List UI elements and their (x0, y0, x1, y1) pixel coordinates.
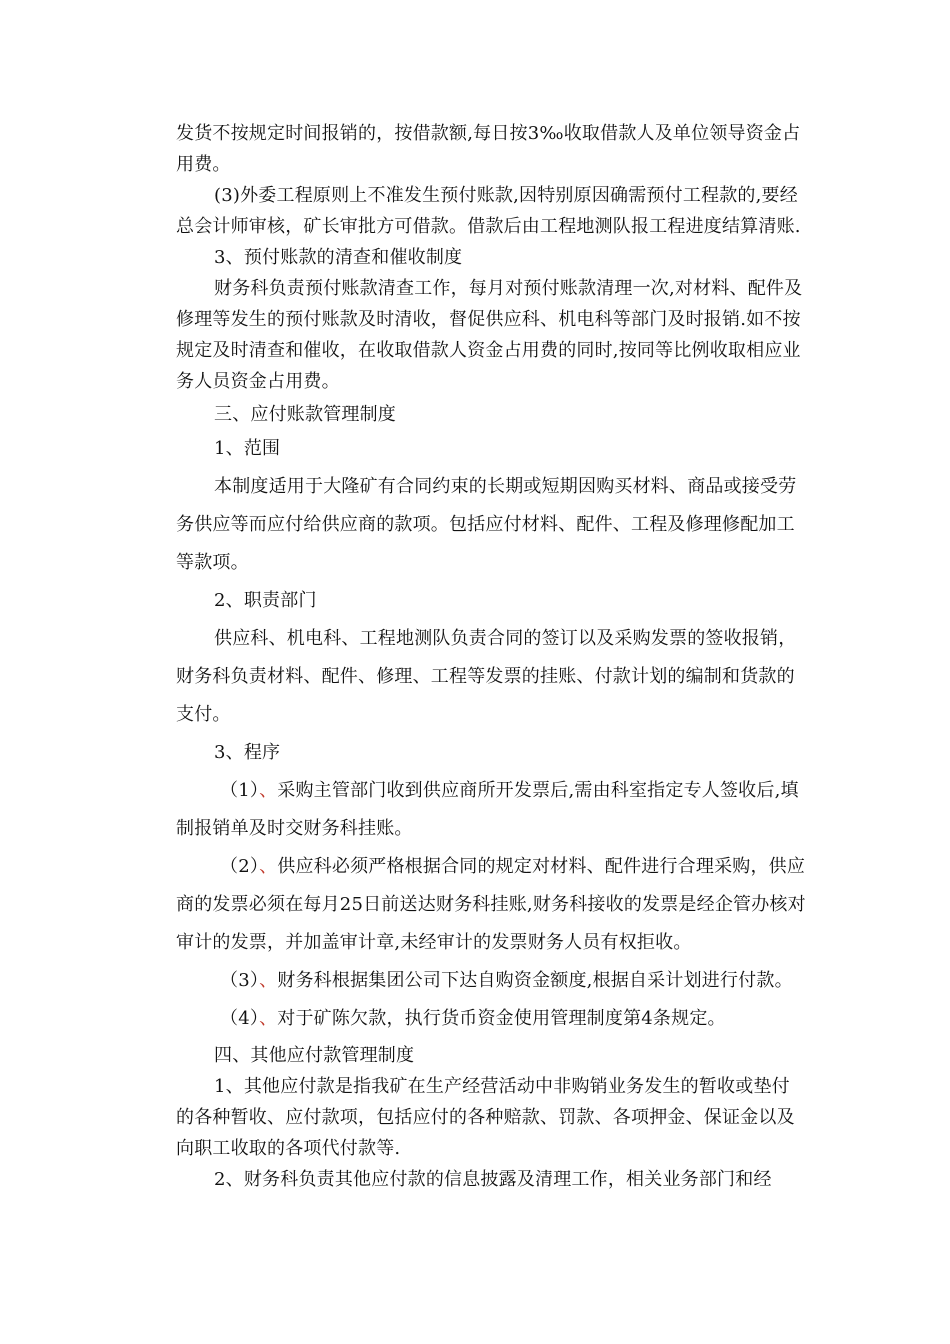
paragraph-16: 1、其他应付款是指我矿在生产经营活动中非购销业务发生的暂收或垫付的各种暂收、应付款项，包括应付的各种赔款、罚款、各项押金、保证金以及向职工收取的各项代付款等. (176, 1076, 795, 1159)
paragraph-17: 2、财务科负责其他应付款的信息披露及清理工作，相关业务部门和经 (214, 1169, 772, 1190)
heading-departments: 2、职责部门 (214, 590, 317, 611)
procedure-item-1 (176, 772, 806, 848)
item-text: 采购主管部门收到供应商所开发票后,需由科室指定专人签收后,填制报销单及时交财务科挂账。 (176, 780, 799, 839)
paragraph-4: 财务科负责预付账款清查工作，每月对预付账款清理一次,对材料、配件及修理等发生的预付账款及时清收，督促供应科、机电科等部门及时报销.如不按规定及时清查和催收，在收取借款人资金占用费的同时,按同等比例收取相应业务人员资金占用费。 (176, 278, 803, 392)
heading-payables: 三、应付账款管理制度 (214, 404, 396, 425)
procedure-item-2 (176, 848, 806, 962)
heading-other-payables: 四、其他应付款管理制度 (214, 1045, 415, 1066)
paragraph-9: 供应科、机电科、工程地测队负责合同的签订以及采购发票的签收报销，财务科负责材料、配件、修理、工程等发票的挂账、付款计划的编制和货款的支付。 (176, 628, 797, 725)
item-mark: 、 (259, 1008, 278, 1029)
item-mark: 、 (259, 856, 278, 877)
heading-procedure: 3、程序 (214, 742, 281, 763)
item-text: 对于矿陈欠款，执行货币资金使用管理制度第4条规定。 (277, 1008, 726, 1029)
procedure-item-4 (176, 1000, 806, 1038)
document-body (176, 118, 806, 1195)
paragraph-2: (3)外委工程原则上不准发生预付账款,因特别原因确需预付工程款的,要经总会计师审核，矿长审批方可借款。借款后由工程地测队报工程进度结算清账. (176, 185, 801, 237)
item-mark: 、 (259, 780, 278, 801)
paragraph-7: 本制度适用于大隆矿有合同约束的长期或短期因购买材料、商品或接受劳务供应等而应付给供应商的款项。包括应付材料、配件、工程及修理修配加工等款项。 (176, 476, 797, 573)
item-number: （3） (220, 970, 260, 991)
item-number: （1） (220, 780, 260, 801)
heading-scope: 1、范围 (214, 438, 281, 459)
item-text: 供应科必须严格根据合同的规定对材料、配件进行合理采购，供应商的发票必须在每月25日前送达财务科挂账,财务科接收的发票是经企管办核对审计的发票，并加盖审计章,未经审计的发票财务人员有权拒收。 (176, 856, 806, 953)
item-mark: 、 (259, 970, 278, 991)
paragraph-1: 发货不按规定时间报销的，按借款额,每日按3‰收取借款人及单位领导资金占用费。 (176, 123, 801, 175)
item-number: （2） (220, 856, 260, 877)
procedure-item-3 (176, 962, 806, 1000)
item-text: 财务科根据集团公司下达自购资金额度,根据自采计划进行付款。 (277, 970, 793, 991)
heading-prepayment-check: 3、预付账款的清查和催收制度 (214, 247, 463, 268)
item-number: （4） (220, 1008, 260, 1029)
